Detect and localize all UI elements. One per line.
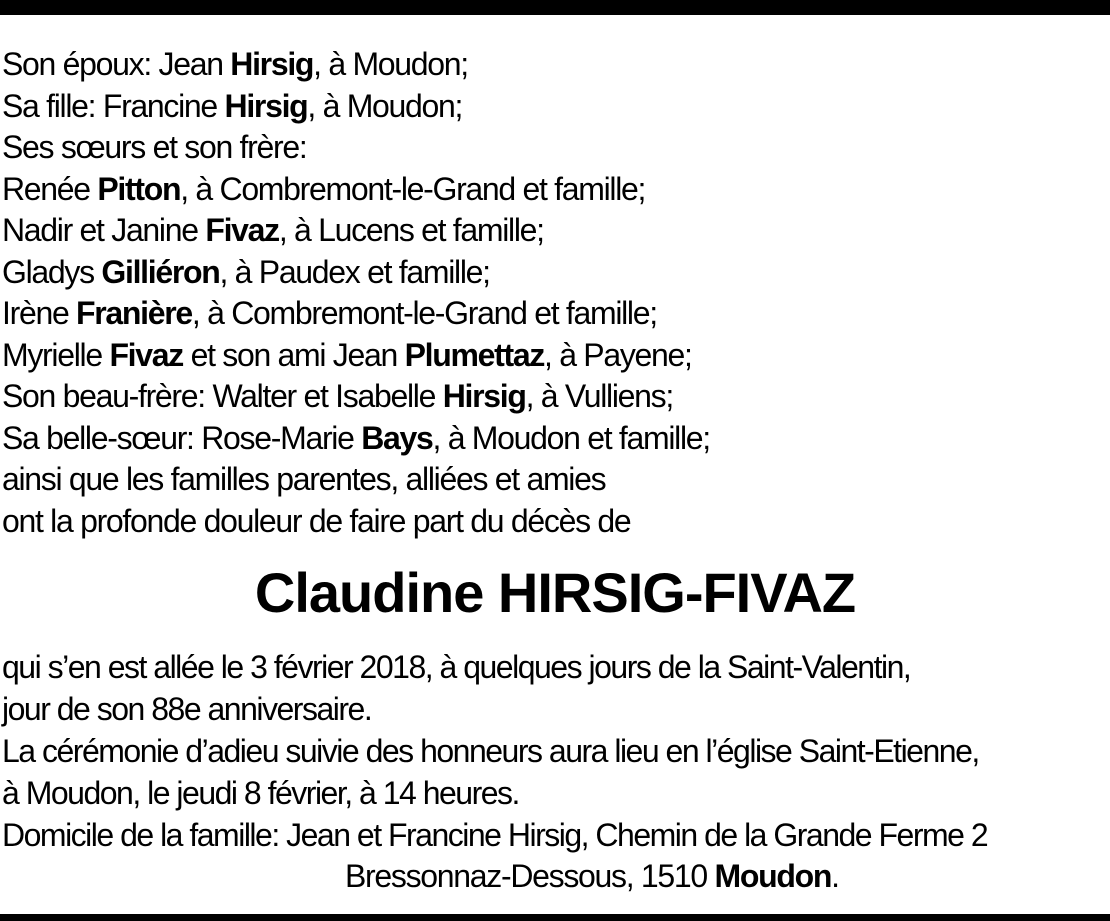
family-line	[2, 210, 710, 252]
family-line-text: , à Combremont-le-Grand et famille;	[180, 170, 646, 207]
family-surname: Gilliéron	[101, 253, 220, 290]
family-line-text: , à Payene;	[544, 336, 692, 373]
family-line	[2, 44, 710, 86]
detail-line: Domicile de la famille: Jean et Francine Hirsig, Chemin de la Grande Ferme 2	[2, 817, 988, 853]
address-text: .	[831, 858, 839, 894]
family-line-text: Sa fille: Francine	[2, 87, 225, 124]
family-line-text: Son époux: Jean	[2, 46, 231, 82]
family-surname: Hirsig	[442, 378, 526, 414]
deceased-name: Claudine HIRSIG-FIVAZ	[254, 561, 856, 624]
family-line-text: , à Combremont-le-Grand et famille;	[191, 295, 657, 331]
family-line-text: , à Moudon;	[307, 87, 463, 124]
family-line-text: Nadir et Janine	[2, 212, 206, 248]
family-line	[2, 86, 710, 128]
family-line	[2, 169, 710, 211]
family-line-text: , à Vulliens;	[525, 378, 673, 414]
family-line-text: , à Paudex et famille;	[219, 253, 490, 290]
family-surname: Pitton	[97, 170, 181, 207]
address-text: Bressonnaz-Dessous, 1510	[345, 858, 715, 894]
family-surname: Bays	[361, 419, 433, 456]
family-line-text: Ses sœurs et son frère:	[2, 129, 307, 165]
family-surname: Plumettaz	[404, 336, 545, 373]
family-line	[2, 501, 710, 543]
family-line-text: et son ami Jean	[182, 336, 405, 373]
family-line-text: Irène	[2, 295, 77, 331]
family-line-text: Renée	[2, 170, 98, 207]
detail-line: La cérémonie d’adieu suivie des honneurs aura lieu en l’église Saint-Etienne,	[2, 733, 979, 769]
family-line	[2, 335, 710, 377]
family-line-text: Gladys	[2, 253, 102, 290]
detail-line: à Moudon, le jeudi 8 février, à 14 heures.	[2, 775, 519, 811]
family-line-text: , à Moudon et famille;	[432, 419, 710, 456]
family-surname: Fivaz	[109, 336, 183, 373]
family-line-text: Sa belle-sœur: Rose-Marie	[2, 419, 362, 456]
details-block	[2, 646, 987, 856]
family-line	[2, 418, 710, 460]
family-line	[2, 459, 710, 501]
family-surname: Hirsig	[230, 46, 314, 82]
address-town: Moudon	[714, 858, 832, 894]
family-line-text: , à Moudon;	[313, 46, 468, 82]
family-line-text: ainsi que les familles parentes, alliées et amies	[2, 461, 606, 497]
family-surname: Franière	[76, 295, 192, 331]
family-line	[2, 376, 710, 418]
detail-line: qui s’en est allée le 3 février 2018, à quelques jours de la Saint-Valentin,	[2, 649, 911, 685]
family-surname: Hirsig	[224, 87, 308, 124]
family-line-text: ont la profonde douleur de faire part du décès de	[2, 502, 631, 539]
family-list	[2, 44, 710, 542]
family-line	[2, 127, 710, 169]
address-line	[345, 856, 839, 896]
top-rule	[0, 0, 1110, 15]
detail-line: jour de son 88e anniversaire.	[2, 691, 372, 727]
family-line-text: , à Lucens et famille;	[278, 212, 544, 248]
family-line	[2, 252, 710, 294]
family-line-text: Myrielle	[2, 336, 110, 373]
bottom-rule	[0, 914, 1110, 921]
family-line	[2, 293, 710, 335]
family-line-text: Son beau-frère: Walter et Isabelle	[2, 378, 443, 414]
family-surname: Fivaz	[205, 212, 279, 248]
